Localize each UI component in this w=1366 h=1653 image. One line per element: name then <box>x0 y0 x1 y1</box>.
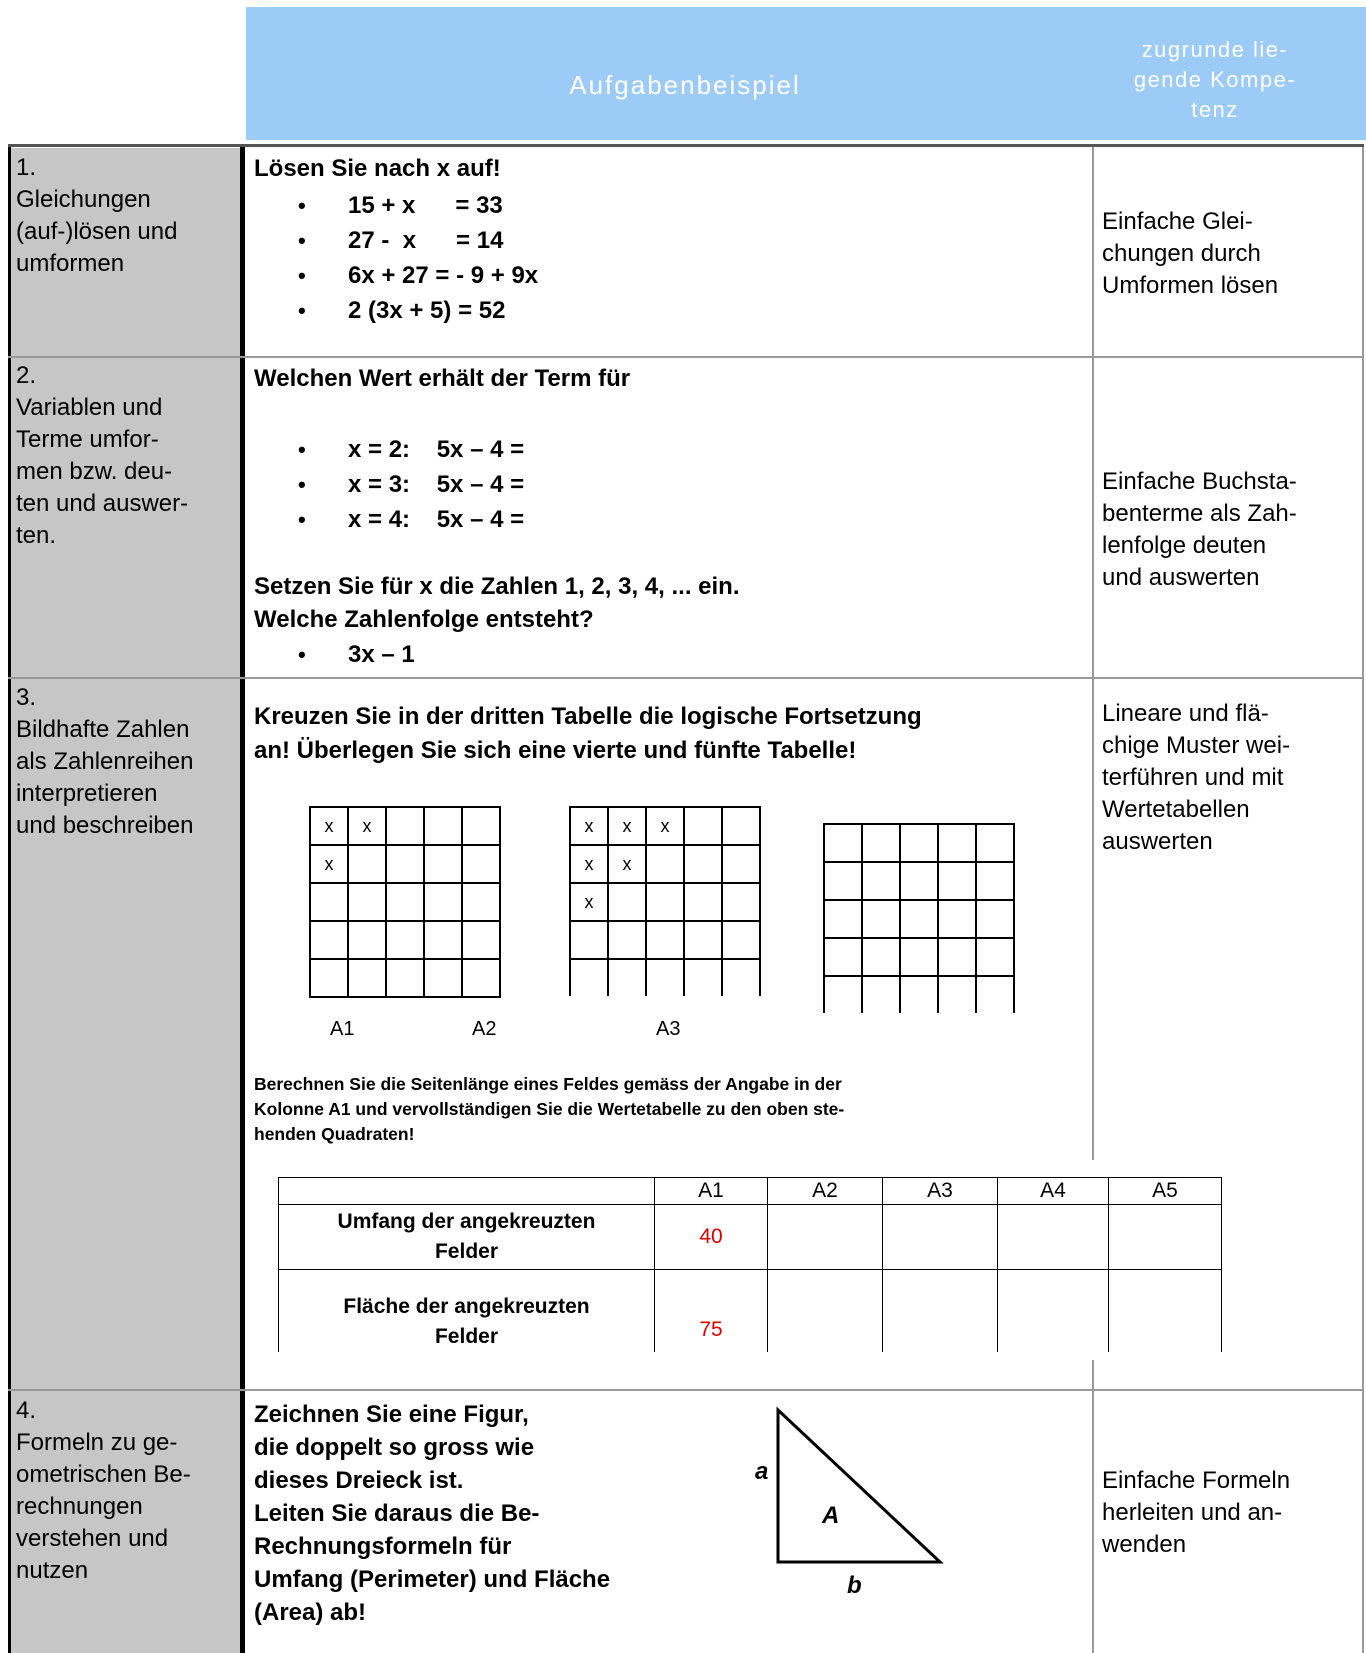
table-header: A2 <box>768 1178 883 1205</box>
grid-cell <box>424 921 462 959</box>
row-label: 1. Gleichungen (auf-)lösen und umformen <box>16 154 178 277</box>
grid-cell <box>824 976 862 1013</box>
grid-cell <box>386 845 424 883</box>
grid-cell <box>900 862 938 900</box>
grid-cell <box>570 959 608 996</box>
row-label: Umfang der angekreuzten Felder <box>279 1205 655 1270</box>
grid-cell <box>900 824 938 862</box>
table-cell <box>1109 1270 1222 1352</box>
term: • x = 3: 5x – 4 = <box>298 467 524 502</box>
equation-list <box>298 188 538 328</box>
grid-cell <box>386 807 424 845</box>
task-title: Welchen Wert erhält der Term für <box>254 365 631 392</box>
table-header-empty <box>279 1178 655 1205</box>
table-cell <box>998 1205 1109 1270</box>
grid-cell <box>976 862 1014 900</box>
grid-cell <box>386 883 424 921</box>
competence-text: Einfache Formeln herleiten und an- wenden <box>1102 1467 1291 1558</box>
equation: • 6x + 27 = - 9 + 9x <box>298 258 538 293</box>
table-cell <box>883 1205 998 1270</box>
table-row <box>279 1205 1222 1270</box>
grid-cell <box>722 959 760 996</box>
grid-cell <box>824 862 862 900</box>
grid-cell <box>462 807 500 845</box>
grid-cell <box>938 976 976 1013</box>
grid-caption: A1 <box>330 1018 355 1040</box>
table-cell <box>883 1270 998 1352</box>
grid-cell <box>608 921 646 959</box>
grid-cell <box>862 824 900 862</box>
grid-cell <box>824 900 862 938</box>
table-cell <box>768 1205 883 1270</box>
grid-cell: x <box>310 807 348 845</box>
equation: • 15 + x = 33 <box>298 188 538 223</box>
grid-cell <box>722 807 760 845</box>
table-cell: 40 <box>655 1205 768 1270</box>
grid-cell <box>684 883 722 921</box>
table-header: A5 <box>1109 1178 1222 1205</box>
grid-cell <box>976 976 1014 1013</box>
divider <box>1092 1360 1094 1653</box>
grid-cell <box>348 959 386 997</box>
competence-text: Einfache Glei- chungen durch Umformen lösen <box>1102 208 1279 299</box>
table-row <box>279 1270 1222 1352</box>
grid-cell <box>462 921 500 959</box>
grid-cell <box>862 900 900 938</box>
term: • 3x – 1 <box>298 637 415 672</box>
grid-cell <box>684 845 722 883</box>
grid-cell: x <box>646 807 684 845</box>
grid-cell <box>862 976 900 1013</box>
competence-text: Einfache Buchsta- benterme als Zah- lenfolge deuten und auswerten <box>1102 468 1297 591</box>
task-text: Zeichnen Sie eine Figur, die doppelt so gross wie dieses Dreieck ist. Leiten Sie daraus die Be- Rechnungsformeln für Umfang (Perimeter) und Fläche (Area) ab! <box>254 1401 611 1626</box>
grid-cell <box>824 824 862 862</box>
triangle-side-a: a <box>755 1458 769 1485</box>
grid-cell <box>646 959 684 996</box>
grid-cell <box>424 845 462 883</box>
table-cell <box>998 1270 1109 1352</box>
grid-cell <box>462 883 500 921</box>
grid-cell <box>862 862 900 900</box>
grid-cell <box>976 938 1014 976</box>
grid-cell <box>646 845 684 883</box>
grid-cell: x <box>348 807 386 845</box>
row-label: 4. Formeln zu ge- ometrischen Be- rechnungen verstehen und nutzen <box>16 1397 191 1584</box>
triangle-figure <box>730 1400 960 1600</box>
grid-cell: x <box>570 807 608 845</box>
table-header: A1 <box>655 1178 768 1205</box>
grid-cell <box>900 976 938 1013</box>
table-cell <box>1109 1205 1222 1270</box>
grid-cell <box>608 883 646 921</box>
grid-cell <box>646 921 684 959</box>
grid-cell <box>862 938 900 976</box>
row-label: Fläche der angekreuzten Felder <box>279 1270 655 1352</box>
divider <box>8 1389 1364 1391</box>
grid-cell <box>386 959 424 997</box>
pattern-grid-a3 <box>823 823 1015 1013</box>
divider <box>8 144 1364 147</box>
grid-cell <box>386 921 424 959</box>
row-label: 3. Bildhafte Zahlen als Zahlenreihen interpretieren und beschreiben <box>16 684 194 839</box>
pattern-grid-a1 <box>309 806 501 998</box>
grid-cell <box>310 959 348 997</box>
task-text: Berechnen Sie die Seitenlänge eines Feldes gemäss der Angabe in der Kolonne A1 und vervollständigen Sie die Wertetabelle zu den oben ste- henden Quadraten! <box>254 1074 845 1144</box>
row-label: 2. Variablen und Terme umfor- men bzw. deu- ten und auswer- ten. <box>16 362 189 549</box>
grid-cell <box>900 938 938 976</box>
pattern-grid-a2 <box>569 806 761 996</box>
value-table <box>278 1177 1222 1352</box>
grid-cell <box>462 959 500 997</box>
grid-cell <box>938 824 976 862</box>
grid-cell <box>938 862 976 900</box>
term-list <box>298 637 415 672</box>
grid-cell <box>348 845 386 883</box>
divider <box>8 356 1364 358</box>
grid-cell <box>608 959 646 996</box>
grid-caption: A2 <box>472 1018 497 1040</box>
term-list <box>298 432 524 537</box>
table-header: A3 <box>883 1178 998 1205</box>
grid-cell: x <box>570 845 608 883</box>
grid-cell <box>684 921 722 959</box>
table-cell: 75 <box>655 1270 768 1352</box>
grid-cell <box>976 900 1014 938</box>
grid-cell <box>900 900 938 938</box>
grid-cell <box>646 883 684 921</box>
triangle-shape <box>778 1410 940 1562</box>
triangle-area-label: A <box>822 1502 840 1529</box>
grid-cell <box>424 883 462 921</box>
grid-cell <box>424 959 462 997</box>
grid-caption: A3 <box>656 1018 681 1040</box>
triangle-side-b: b <box>847 1572 862 1599</box>
grid-cell: x <box>608 807 646 845</box>
equation: • 2 (3x + 5) = 52 <box>298 293 538 328</box>
grid-cell <box>348 921 386 959</box>
task-title: Lösen Sie nach x auf! <box>254 155 501 182</box>
competence-text: Lineare und flä- chige Muster wei- terführen und mit Wertetabellen auswerten <box>1102 700 1291 855</box>
divider <box>8 677 1364 679</box>
header-competence: zugrunde lie- gende Kompe- tenz <box>1133 37 1297 122</box>
grid-cell <box>684 959 722 996</box>
task-text: Setzen Sie für x die Zahlen 1, 2, 3, 4, ... ein. Welche Zahlenfolge entsteht? <box>254 573 740 633</box>
divider <box>1092 145 1094 1160</box>
grid-cell <box>938 900 976 938</box>
grid-cell <box>722 921 760 959</box>
grid-cell: x <box>570 883 608 921</box>
equation: • 27 - x = 14 <box>298 223 538 258</box>
divider <box>240 145 245 1653</box>
grid-cell <box>722 845 760 883</box>
grid-cell: x <box>310 845 348 883</box>
grid-cell <box>462 845 500 883</box>
header-title: Aufgabenbeispiel <box>569 70 801 100</box>
grid-cell: x <box>608 845 646 883</box>
divider <box>8 145 11 1653</box>
grid-cell <box>684 807 722 845</box>
grid-cell <box>570 921 608 959</box>
grid-cell <box>310 921 348 959</box>
table-header: A4 <box>998 1178 1109 1205</box>
term: • x = 4: 5x – 4 = <box>298 502 524 537</box>
term: • x = 2: 5x – 4 = <box>298 432 524 467</box>
grid-cell <box>938 938 976 976</box>
table-cell <box>768 1270 883 1352</box>
grid-cell <box>976 824 1014 862</box>
task-title: Kreuzen Sie in der dritten Tabelle die logische Fortsetzung an! Überlegen Sie sich eine vierte und fünfte Tabelle! <box>254 703 922 764</box>
grid-cell <box>348 883 386 921</box>
divider <box>1362 145 1364 1653</box>
grid-cell <box>310 883 348 921</box>
grid-cell <box>424 807 462 845</box>
grid-cell <box>824 938 862 976</box>
grid-cell <box>722 883 760 921</box>
